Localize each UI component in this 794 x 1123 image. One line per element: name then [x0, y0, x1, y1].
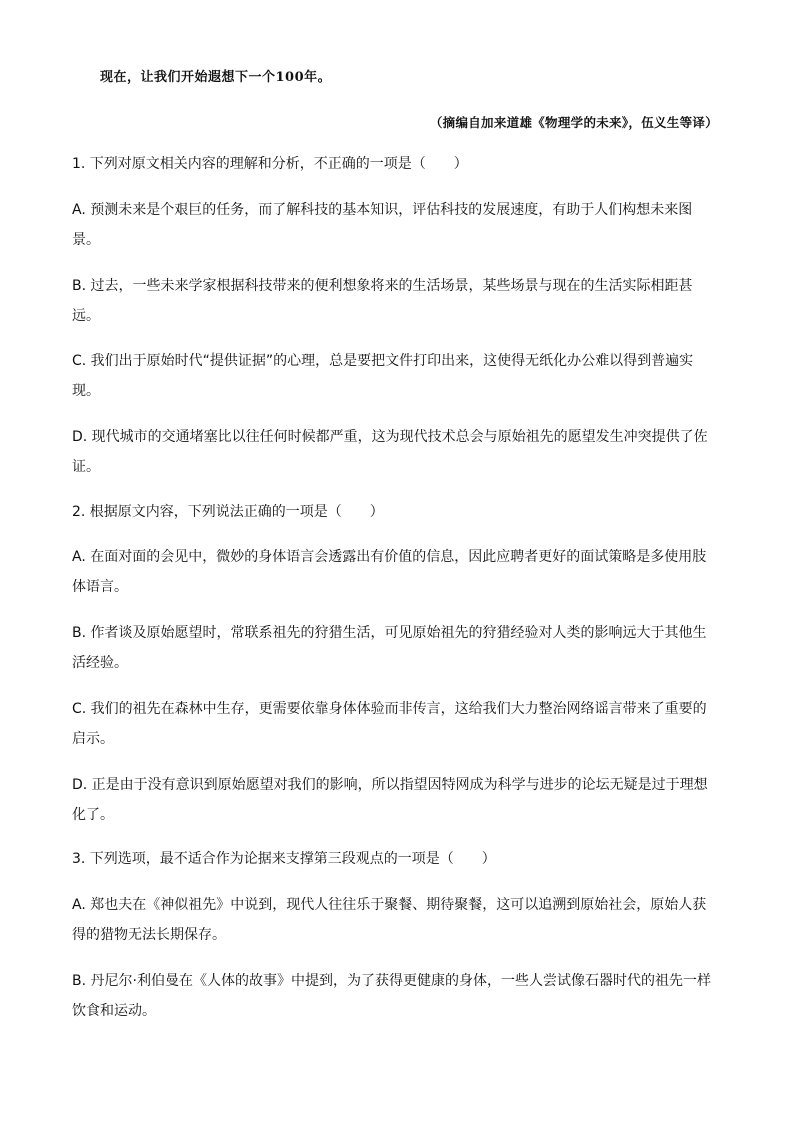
question-1-option-a: A. 预测未来是个艰巨的任务，而了解科技的基本知识，评估科技的发展速度，有助于人们构想未来图景。 [72, 202, 693, 248]
question-2-option-b: B. 作者谈及原始愿望时，常联系祖先的狩猎生活，可见原始祖先的狩猎经验对人类的影响远大于其他生活经验。 [72, 625, 707, 671]
question-2-option-c: C. 我们的祖先在森林中生存，更需要依靠身体体验而非传言，这给我们大力整治网络谣言带来了重要的启示。 [72, 701, 707, 747]
question-3-stem: 3. 下列选项，最不适合作为论据来支撑第三段观点的一项是（ ） [72, 851, 496, 867]
question-1-option-c: C. 我们出于原始时代“提供证据”的心理，总是要把文件打印出来，这使得无纸化办公难以得到普遍实现。 [72, 353, 694, 399]
question-1-option-d: D. 现代城市的交通堵塞比以往任何时候都严重，这为现代技术总会与原始祖先的愿望发生冲突提供了佐证。 [72, 429, 708, 475]
source-citation: （摘编自加来道雄《物理学的未来》，伍义生等译） [429, 115, 718, 130]
question-2-stem: 2. 根据原文内容，下列说法正确的一项是（ ） [72, 504, 384, 520]
question-1-option-b: B. 过去，一些未来学家根据科技带来的便利想象将来的生活场景，某些场景与现在的生活实际相距甚远。 [72, 278, 693, 324]
question-3-option-b: B. 丹尼尔·利伯曼在《人体的故事》中提到，为了获得更健康的身体，一些人尝试像石器时代的祖先一样饮食和运动。 [72, 973, 711, 1019]
question-1-stem: 1. 下列对原文相关内容的理解和分析，不正确的一项是（ ） [72, 156, 468, 172]
question-3-option-a: A. 郑也夫在《神似祖先》中说到，现代人往往乐于聚餐、期待聚餐，这可以追溯到原始社会，原始人获得的猎物无法长期保存。 [72, 897, 707, 943]
question-2-option-d: D. 正是由于没有意识到原始愿望对我们的影响，所以指望因特网成为科学与进步的论坛无疑是过于理想化了。 [72, 777, 708, 823]
question-2-option-a: A. 在面对面的会见中，微妙的身体语言会透露出有价值的信息，因此应聘者更好的面试策略是多使用肢体语言。 [72, 549, 707, 595]
intro-line: 现在，让我们开始遐想下一个100年。 [100, 70, 332, 85]
